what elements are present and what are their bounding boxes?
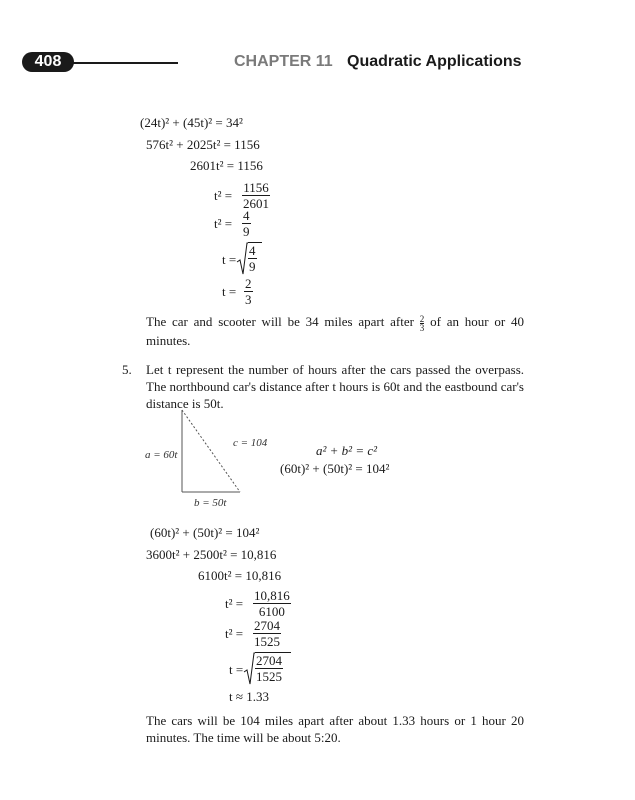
conclusion-paragraph: The cars will be 104 miles apart after about 1.33 hours or 1 hour 20 minutes. The time will be about 5:20. (146, 713, 524, 745)
fraction: $\frac{1156}{2601}$ (243, 180, 269, 211)
conclusion-paragraph: The car and scooter will be 34 miles apart after $\frac{2}{3}$ of an hour or 40 minutes. (146, 313, 525, 348)
equation-row: 6100t² = 10,816 (198, 568, 282, 583)
fraction: $\frac{4}{9}$ (249, 243, 256, 274)
equation-row: t = $\frac{4}{9}$ (222, 242, 282, 278)
equation-row: (60t)² + (50t)² = 104² (150, 525, 260, 540)
equation-row: t ≈ 1.33 (229, 689, 269, 704)
equation-row: t = $\frac{2}{3}$ (222, 276, 252, 307)
side-c-label: c = 104 (233, 437, 268, 449)
equation-row: 576t² + 2025t² = 1156 (146, 137, 260, 152)
equation-row: 3600t² + 2500t² = 10,816 (146, 547, 277, 562)
equation-row: t² = $\frac{2704}{1525}$ (225, 618, 280, 649)
chapter-label: CHAPTER 11 (234, 53, 333, 70)
equation-row: t² = $\frac{1156}{2601}$ (214, 180, 269, 211)
pythagorean-formula: a² + b² = c² (316, 443, 378, 458)
fraction: $\frac{2704}{1525}$ (254, 618, 280, 649)
equation-row: (24t)² + (45t)² = 34² (140, 115, 243, 130)
fraction: $\frac{10,816}{6100}$ (254, 588, 290, 619)
substituted-formula: (60t)² + (50t)² = 104² (280, 461, 390, 476)
square-root-icon (236, 242, 248, 276)
equation-row: t = $\frac{2704}{1525}$ (229, 652, 309, 688)
equation-row: t² = $\frac{4}{9}$ (214, 208, 250, 239)
page-number-badge: 408 (22, 52, 74, 72)
square-root-icon (243, 652, 255, 686)
problem-number: 5. (122, 362, 132, 377)
fraction: $\frac{4}{9}$ (243, 208, 250, 239)
side-b-label: b = 50t (194, 497, 227, 509)
equation-row: t² = $\frac{10,816}{6100}$ (225, 588, 290, 619)
inline-fraction: $\frac{2}{3}$ (419, 313, 425, 333)
header-rule (70, 62, 178, 64)
right-triangle-diagram (176, 408, 246, 498)
equation-row: 2601t² = 1156 (190, 158, 263, 173)
chapter-title: Quadratic Applications (347, 53, 522, 70)
problem-text: Let t represent the number of hours after the cars passed the overpass. The northbound car's distance after t hours is 60t and the eastbound car's distance is 50t. (146, 362, 524, 411)
side-a-label: a = 60t (145, 449, 178, 461)
fraction: $\frac{2}{3}$ (245, 276, 252, 307)
fraction: $\frac{2704}{1525}$ (256, 653, 282, 684)
